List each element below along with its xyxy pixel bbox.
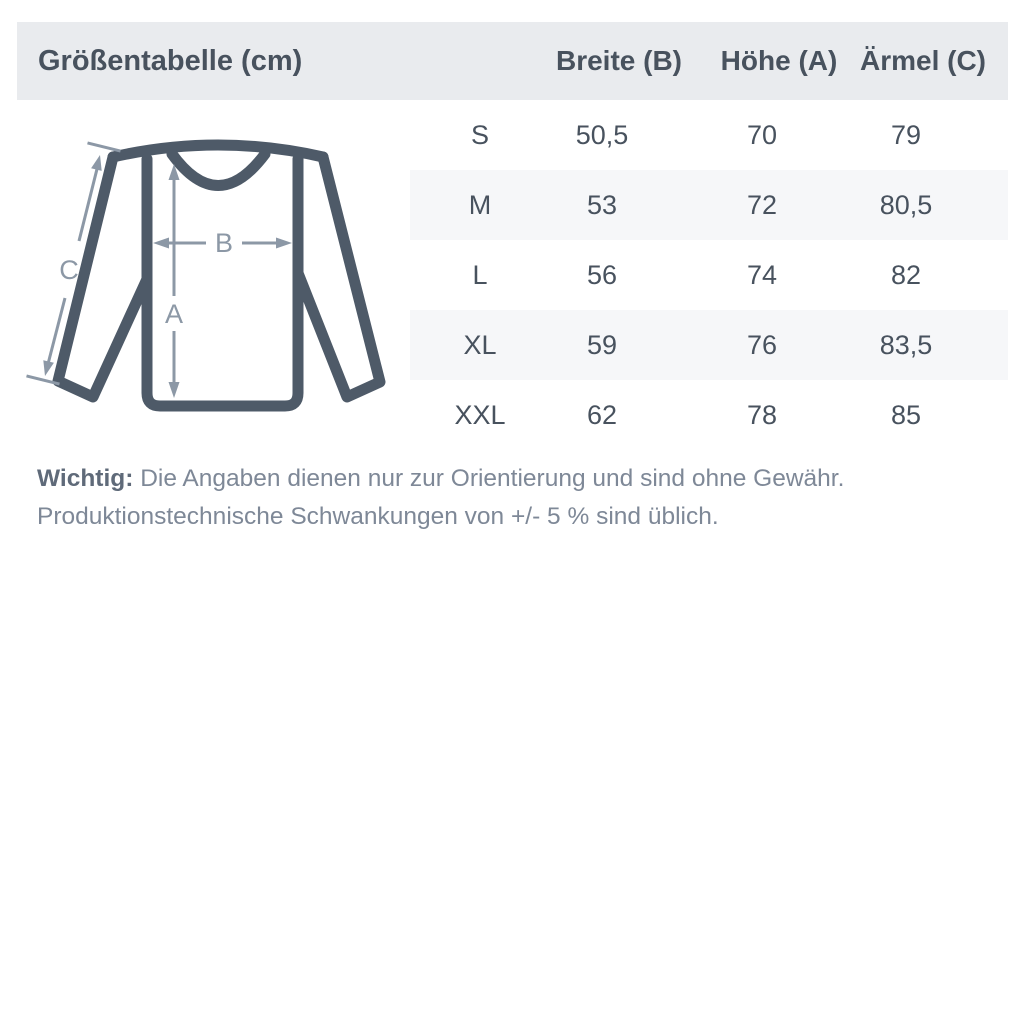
breite-cell: 59 — [586, 330, 618, 360]
aermel-cell: 80,5 — [879, 190, 933, 220]
table-row-s — [0, 100, 1024, 170]
size-cell: M — [468, 190, 492, 220]
column-header-hoehe: Höhe (A) — [720, 45, 838, 76]
disclaimer-note — [37, 460, 997, 536]
size-cell: L — [472, 260, 488, 290]
column-header-aermel: Ärmel (C) — [859, 45, 986, 76]
breite-cell: 56 — [586, 260, 618, 290]
hoehe-cell: 78 — [746, 400, 778, 430]
dimension-label-a: A — [164, 299, 184, 329]
disclaimer-lead: Wichtig: — [37, 465, 134, 492]
aermel-cell: 79 — [890, 120, 922, 150]
table-row-xl — [0, 310, 1024, 380]
size-cell: S — [470, 120, 489, 150]
table-row-m — [0, 170, 1024, 240]
disclaimer-line-2: Produktionstechnische Schwankungen von +/- 5 % sind üblich. — [37, 503, 719, 530]
table-header-band — [17, 22, 1008, 100]
dimension-label-b: B — [214, 228, 234, 258]
breite-cell: 50,5 — [575, 120, 629, 150]
size-cell: XL — [463, 330, 497, 360]
dimension-label-c: C — [59, 255, 79, 285]
hoehe-cell: 76 — [746, 330, 778, 360]
aermel-cell: 82 — [890, 260, 922, 290]
hoehe-cell: 74 — [746, 260, 778, 290]
disclaimer-line-1 — [37, 460, 997, 498]
breite-cell: 62 — [586, 400, 618, 430]
table-row-xxl — [0, 380, 1024, 450]
table-row-l — [0, 240, 1024, 310]
breite-cell: 53 — [586, 190, 618, 220]
page-title: Größentabelle (cm) — [38, 45, 303, 77]
aermel-cell: 83,5 — [879, 330, 933, 360]
aermel-cell: 85 — [890, 400, 922, 430]
disclaimer-text-1: Die Angaben dienen nur zur Orientierung und sind ohne Gewähr. — [140, 465, 845, 492]
column-header-breite: Breite (B) — [555, 45, 682, 76]
hoehe-cell: 72 — [746, 190, 778, 220]
hoehe-cell: 70 — [746, 120, 778, 150]
size-cell: XXL — [454, 400, 506, 430]
